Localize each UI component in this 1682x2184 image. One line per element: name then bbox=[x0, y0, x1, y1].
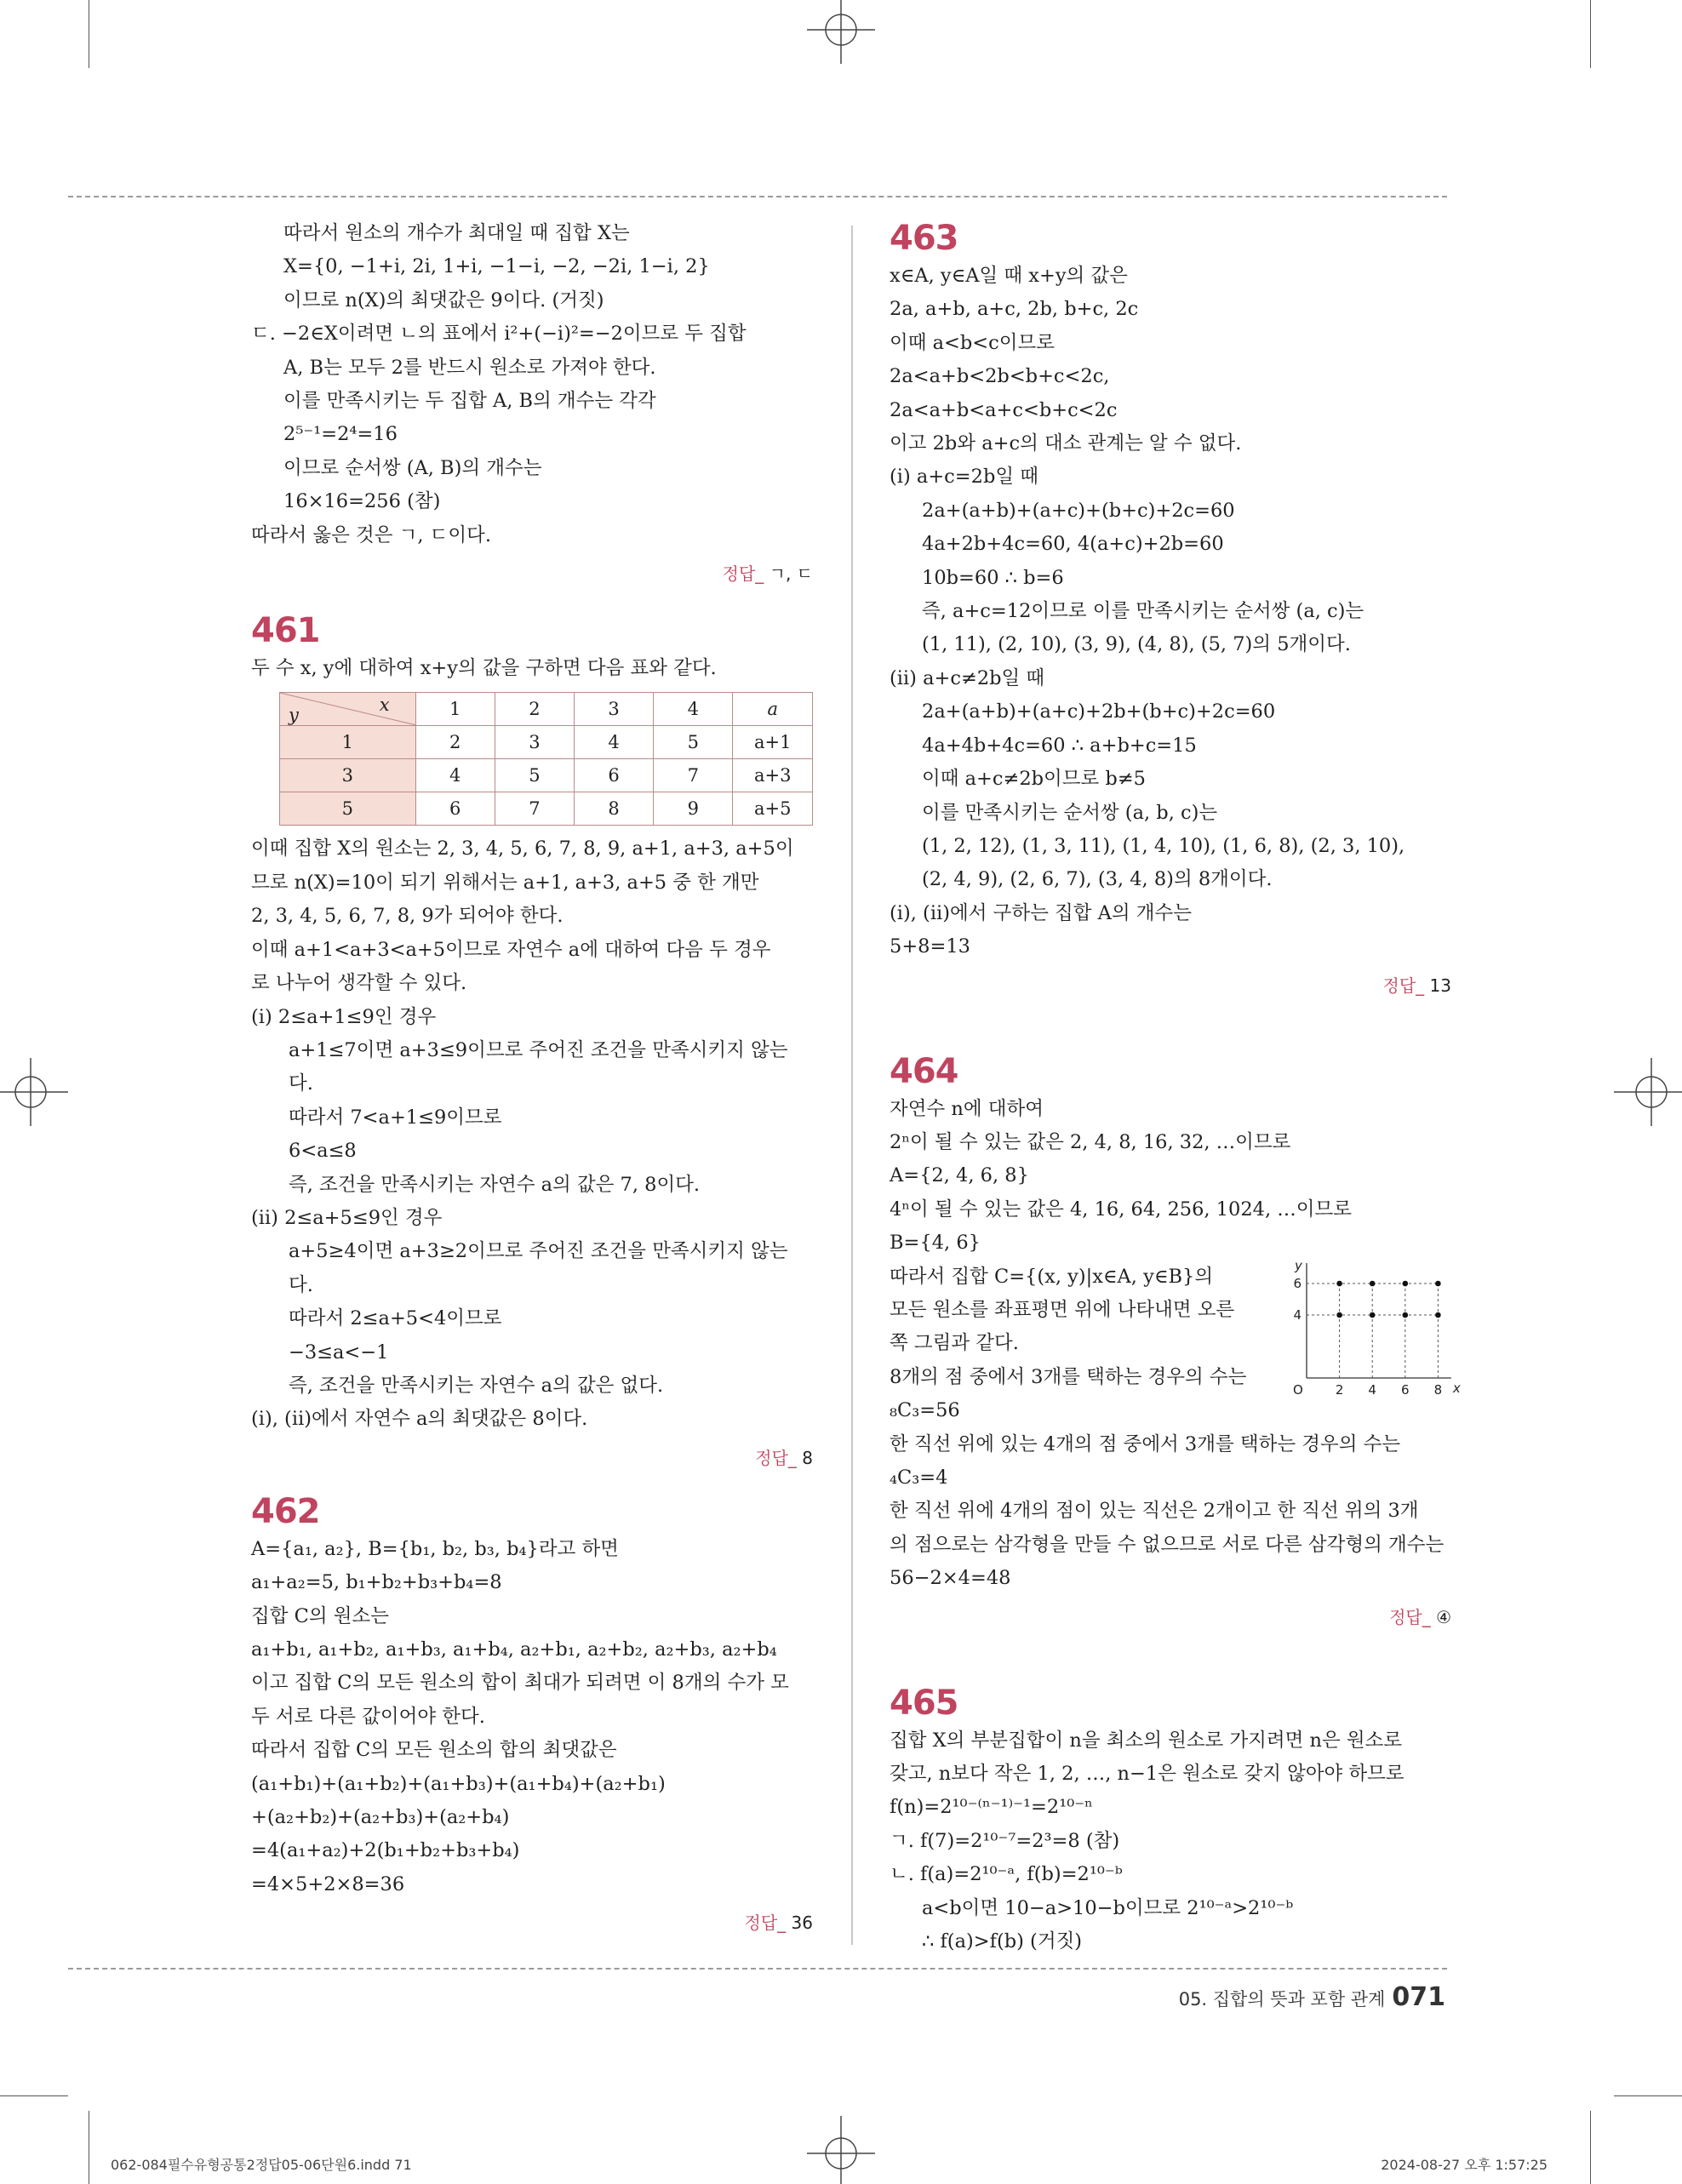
answer-463 bbox=[890, 969, 1451, 1003]
prev-solution-tail bbox=[251, 217, 813, 552]
text-line: 따라서 집합 C의 모든 원소의 합의 최댓값은 bbox=[251, 1739, 617, 1762]
answer-value: 13 bbox=[1429, 975, 1451, 996]
sum-table bbox=[279, 692, 813, 826]
column-divider bbox=[851, 226, 853, 1945]
text-line: a+1≤7이면 a+3≤9이므로 주어진 조건을 만족시키지 않는 bbox=[289, 1038, 788, 1061]
text-line: A={2, 4, 6, 8} bbox=[890, 1164, 1029, 1187]
origin-label: O bbox=[1293, 1381, 1303, 1398]
text-line: ㄷ. −2∈X이려면 ㄴ의 표에서 i²+(−i)²=−2이므로 두 집합 bbox=[251, 323, 747, 346]
col-header: a bbox=[733, 693, 813, 726]
text-line: 2a<a+b<2b<b+c<2c, bbox=[890, 365, 1110, 388]
text-line: f(n)=2¹⁰⁻⁽ⁿ⁻¹⁾⁻¹=2¹⁰⁻ⁿ bbox=[890, 1796, 1093, 1819]
data-point bbox=[1435, 1280, 1441, 1286]
problem-number-462: 462 bbox=[251, 1491, 320, 1531]
answer-label: 정답_ bbox=[744, 1912, 787, 1934]
text-line: 두 서로 다른 값이어야 한다. bbox=[251, 1705, 485, 1728]
table-corner bbox=[280, 693, 416, 726]
text-line: a<b이면 10−a>10−b이므로 2¹⁰⁻ᵃ>2¹⁰⁻ᵇ bbox=[922, 1896, 1294, 1919]
table-cell: 7 bbox=[495, 792, 574, 826]
table-cell: 2 bbox=[415, 726, 495, 759]
row-header: 5 bbox=[280, 792, 416, 826]
text-line: 므로 n(X)=10이 되기 위해서는 a+1, a+3, a+5 중 한 개만 bbox=[251, 871, 759, 894]
table-cell: 7 bbox=[654, 759, 733, 792]
crop-mark bbox=[0, 2095, 68, 2096]
text-line: x∈A, y∈A일 때 x+y의 값은 bbox=[890, 265, 1128, 287]
row-header: 1 bbox=[280, 726, 416, 759]
x-tick-label: 8 bbox=[1433, 1381, 1443, 1398]
text-line: 2a+(a+b)+(a+c)+(b+c)+2c=60 bbox=[922, 499, 1235, 522]
text-line: 이므로 순서쌍 (A, B)의 개수는 bbox=[283, 456, 542, 479]
text-line: 2⁵⁻¹=2⁴=16 bbox=[283, 423, 398, 446]
p461-intro: 두 수 x, y에 대하여 x+y의 값을 구하면 다음 표와 같다. bbox=[251, 657, 717, 680]
text-line: 4a+2b+4c=60, 4(a+c)+2b=60 bbox=[922, 533, 1224, 556]
table-cell: 6 bbox=[575, 759, 654, 792]
data-point bbox=[1336, 1280, 1342, 1286]
answer-label: 정답_ bbox=[755, 1447, 797, 1468]
chapter-title: 05. 집합의 뜻과 포함 관계 bbox=[1178, 1989, 1386, 2010]
text-line: (2, 4, 9), (2, 6, 7), (3, 4, 8)의 8개이다. bbox=[922, 868, 1273, 891]
table-row bbox=[280, 726, 813, 759]
answer-label: 정답_ bbox=[722, 563, 764, 585]
text-line: (ⅰ) a+c=2b일 때 bbox=[890, 466, 1038, 489]
data-point bbox=[1370, 1280, 1376, 1286]
p465-solution bbox=[890, 1724, 1451, 1959]
text-line: 의 점으로는 삼각형을 만들 수 없으므로 서로 다른 삼각형의 개수는 bbox=[890, 1533, 1445, 1556]
text-line: 집합 X의 부분집합이 n을 최소의 원소로 가지려면 n은 원소로 bbox=[890, 1729, 1403, 1752]
p462-solution bbox=[251, 1533, 813, 1901]
answer-value: ④ bbox=[1436, 1606, 1451, 1627]
text-line: a₁+a₂=5, b₁+b₂+b₃+b₄=8 bbox=[251, 1571, 502, 1594]
text-line: 2a, a+b, a+c, 2b, b+c, 2c bbox=[890, 298, 1139, 321]
table-cell: 6 bbox=[415, 792, 495, 826]
text-line: ₄C₃=4 bbox=[890, 1466, 948, 1489]
table-cell: 4 bbox=[415, 759, 495, 792]
table-row bbox=[280, 759, 813, 792]
col-header: 2 bbox=[495, 693, 574, 726]
text-line: 이고 집합 C의 모든 원소의 합이 최대가 되려면 이 8개의 수가 모 bbox=[251, 1672, 789, 1695]
table-cell: 8 bbox=[575, 792, 654, 826]
text-line: 자연수 n에 대하여 bbox=[890, 1097, 1044, 1120]
p463-solution bbox=[890, 260, 1451, 964]
text-line: (ⅰ) 2≤a+1≤9인 경우 bbox=[251, 1005, 437, 1028]
text-line: 쪽 그림과 같다. bbox=[890, 1332, 1019, 1355]
answer-464 bbox=[890, 1601, 1451, 1634]
text-line: 따라서 집합 C={(x, y)|x∈A, y∈B}의 bbox=[890, 1265, 1214, 1288]
answer-462 bbox=[251, 1907, 813, 1940]
x-axis-label: x bbox=[1452, 1380, 1461, 1396]
text-line: (a₁+b₁)+(a₁+b₂)+(a₁+b₃)+(a₁+b₄)+(a₂+b₁) bbox=[251, 1772, 666, 1795]
problem-number-463: 463 bbox=[890, 219, 958, 258]
text-line: A={a₁, a₂}, B={b₁, b₂, b₃, b₄}라고 하면 bbox=[251, 1537, 619, 1560]
text-line: 따라서 원소의 개수가 최대일 때 집합 X는 bbox=[283, 222, 630, 244]
text-line: 4a+4b+4c=60 ∴ a+b+c=15 bbox=[922, 734, 1197, 757]
text-line: +(a₂+b₂)+(a₂+b₃)+(a₂+b₄) bbox=[251, 1806, 510, 1829]
answer-label: 정답_ bbox=[1382, 975, 1425, 996]
text-line: 이를 만족시키는 두 집합 A, B의 개수는 각각 bbox=[283, 390, 656, 413]
text-line: 한 직선 위에 4개의 점이 있는 직선은 2개이고 한 직선 위의 3개 bbox=[890, 1500, 1419, 1523]
text-line: 즉, a+c=12이므로 이를 만족시키는 순서쌍 (a, c)는 bbox=[922, 600, 1364, 623]
text-line: a+5≥4이면 a+3≥2이므로 주어진 조건을 만족시키지 않는 bbox=[289, 1240, 788, 1263]
crop-mark bbox=[1590, 2111, 1591, 2184]
text-line: ₈C₃=56 bbox=[890, 1399, 960, 1422]
registration-mark-top bbox=[773, 0, 909, 64]
text-line: a₁+b₁, a₁+b₂, a₁+b₃, a₁+b₄, a₂+b₁, a₂+b₂, a₂+b₃, a₂+b₄ bbox=[251, 1638, 777, 1661]
table-cell: a+5 bbox=[733, 792, 813, 826]
y-tick-label: 6 bbox=[1293, 1275, 1302, 1291]
text-line: 따라서 옳은 것은 ㄱ, ㄷ이다. bbox=[251, 523, 491, 546]
data-point bbox=[1370, 1312, 1376, 1318]
text-line: ㄴ. f(a)=2¹⁰⁻ᵃ, f(b)=2¹⁰⁻ᵇ bbox=[890, 1863, 1123, 1886]
text-line: 4ⁿ이 될 수 있는 값은 4, 16, 64, 256, 1024, …이므로 bbox=[890, 1198, 1352, 1221]
text-line: (ⅱ) a+c≠2b일 때 bbox=[890, 666, 1045, 689]
lattice-point-graph bbox=[1283, 1257, 1461, 1399]
text-line: 이때 a+1<a+3<a+5이므로 자연수 a에 대하여 다음 두 경우 bbox=[251, 938, 771, 961]
p461-solution bbox=[251, 832, 813, 1436]
table-cell: a+1 bbox=[733, 726, 813, 759]
answer-label: 정답_ bbox=[1389, 1606, 1431, 1627]
text-line: 10b=60 ∴ b=6 bbox=[922, 566, 1064, 589]
text-line: 16×16=256 (참) bbox=[283, 490, 441, 513]
text-line: =4(a₁+a₂)+2(b₁+b₂+b₃+b₄) bbox=[251, 1839, 520, 1862]
text-line: 다. bbox=[289, 1273, 313, 1296]
col-header: 1 bbox=[415, 693, 495, 726]
row-header: 3 bbox=[280, 759, 416, 792]
text-line: 즉, 조건을 만족시키는 자연수 a의 값은 7, 8이다. bbox=[289, 1173, 701, 1196]
text-line: (ⅱ) 2≤a+5≤9인 경우 bbox=[251, 1206, 443, 1229]
col-header: 3 bbox=[575, 693, 654, 726]
answer-value: 8 bbox=[802, 1447, 813, 1468]
time-slug: 2024-08-27 오후 1:57:25 bbox=[1381, 2157, 1548, 2173]
text-line: A, B는 모두 2를 반드시 원소로 가져야 한다. bbox=[283, 356, 656, 379]
table-cell: 5 bbox=[495, 759, 574, 792]
table-cell: 3 bbox=[495, 726, 574, 759]
text-line: 이때 a+c≠2b이므로 b≠5 bbox=[922, 768, 1146, 791]
y-tick-label: 4 bbox=[1293, 1306, 1302, 1323]
text-line: 따라서 7<a+1≤9이므로 bbox=[289, 1106, 502, 1129]
table-cell: 9 bbox=[654, 792, 733, 826]
crop-mark bbox=[1614, 2095, 1682, 2096]
crop-mark bbox=[1590, 0, 1591, 68]
page-number: 071 bbox=[1392, 1982, 1445, 2012]
p464-body bbox=[890, 1093, 1461, 1596]
data-point bbox=[1403, 1280, 1409, 1286]
text-line: (1, 2, 12), (1, 3, 11), (1, 4, 10), (1, 6, 8), (2, 3, 10), bbox=[922, 834, 1405, 857]
col-header: 4 bbox=[654, 693, 733, 726]
registration-mark-left bbox=[0, 1024, 68, 1160]
x-tick-label: 2 bbox=[1335, 1381, 1344, 1398]
text-line: X={0, −1+i, 2i, 1+i, −1−i, −2, −2i, 1−i, 2} bbox=[283, 255, 710, 278]
answer-461 bbox=[251, 1442, 813, 1475]
text-line: 5+8=13 bbox=[890, 935, 970, 958]
answer-value: ㄱ, ㄷ bbox=[769, 563, 813, 585]
text-line: 모든 원소를 좌표평면 위에 나타내면 오른 bbox=[890, 1298, 1235, 1321]
data-point bbox=[1403, 1312, 1409, 1318]
answer-value: 36 bbox=[791, 1912, 813, 1934]
text-line: 2, 3, 4, 5, 6, 7, 8, 9가 되어야 한다. bbox=[251, 905, 564, 928]
text-line: ∴ f(a)>f(b) (거짓) bbox=[922, 1930, 1083, 1953]
y-axis-label: y bbox=[1295, 1257, 1302, 1273]
text-line: 8개의 점 중에서 3개를 택하는 경우의 수는 bbox=[890, 1365, 1247, 1388]
top-dashed-rule bbox=[68, 196, 1447, 197]
text-line: 집합 C의 원소는 bbox=[251, 1604, 389, 1627]
problem-number-464: 464 bbox=[890, 1051, 958, 1091]
text-line: 6<a≤8 bbox=[289, 1140, 357, 1163]
x-tick-label: 4 bbox=[1368, 1381, 1376, 1398]
registration-mark-bottom bbox=[773, 2116, 909, 2184]
registration-mark-right bbox=[1614, 1024, 1682, 1160]
table-cell: 5 bbox=[654, 726, 733, 759]
text-line: 이를 만족시키는 순서쌍 (a, b, c)는 bbox=[922, 801, 1218, 824]
x-tick-label: 6 bbox=[1401, 1381, 1410, 1398]
text-line: 갖고, n보다 작은 1, 2, …, n−1은 원소로 갖지 않아야 하므로 bbox=[890, 1763, 1405, 1786]
table-cell: a+3 bbox=[733, 759, 813, 792]
text-line: 따라서 2≤a+5<4이므로 bbox=[289, 1307, 502, 1330]
text-line: 즉, 조건을 만족시키는 자연수 a의 값은 없다. bbox=[289, 1374, 664, 1397]
table-row bbox=[280, 792, 813, 826]
corner-x-label: x bbox=[379, 695, 390, 716]
answer-prev bbox=[251, 557, 813, 591]
text-line: B={4, 6} bbox=[890, 1232, 981, 1255]
text-line: 로 나누어 생각할 수 있다. bbox=[251, 972, 467, 995]
text-line: 2a<a+b<a+c<b+c<2c bbox=[890, 398, 1118, 421]
bottom-dashed-rule bbox=[68, 1968, 1447, 1970]
right-column bbox=[890, 217, 1461, 1958]
problem-number-461: 461 bbox=[251, 611, 320, 651]
text-line: 한 직선 위에 있는 4개의 점 중에서 3개를 택하는 경우의 수는 bbox=[890, 1432, 1401, 1455]
text-line: 이므로 n(X)의 최댓값은 9이다. (거짓) bbox=[283, 289, 604, 312]
text-line: (ⅰ), (ⅱ)에서 구하는 집합 A의 개수는 bbox=[890, 901, 1192, 924]
text-line: (1, 11), (2, 10), (3, 9), (4, 8), (5, 7)의 5개이다. bbox=[922, 633, 1351, 656]
file-slug: 062-084필수유형공통2정답05-06단원6.indd 71 bbox=[111, 2157, 412, 2173]
corner-y-label: y bbox=[289, 705, 299, 726]
left-column bbox=[251, 217, 813, 1940]
data-point bbox=[1435, 1312, 1441, 1318]
text-line: ㄱ. f(7)=2¹⁰⁻⁷=2³=8 (참) bbox=[890, 1829, 1120, 1852]
text-line: 이고 2b와 a+c의 대소 관계는 알 수 없다. bbox=[890, 432, 1242, 455]
table-cell: 4 bbox=[575, 726, 654, 759]
text-line: 다. bbox=[289, 1072, 313, 1095]
text-line: 2ⁿ이 될 수 있는 값은 2, 4, 8, 16, 32, …이므로 bbox=[890, 1130, 1291, 1153]
text-line: (ⅰ), (ⅱ)에서 자연수 a의 최댓값은 8이다. bbox=[251, 1408, 588, 1431]
text-line: 56−2×4=48 bbox=[890, 1567, 1011, 1590]
text-line: 이때 집합 X의 원소는 2, 3, 4, 5, 6, 7, 8, 9, a+1, a+3, a+5이 bbox=[251, 838, 794, 860]
text-line: 2a+(a+b)+(a+c)+2b+(b+c)+2c=60 bbox=[922, 700, 1276, 723]
text-line: −3≤a<−1 bbox=[289, 1341, 389, 1364]
text-line: =4×5+2×8=36 bbox=[251, 1872, 405, 1895]
page-footer bbox=[1179, 1982, 1445, 2012]
data-point bbox=[1336, 1312, 1342, 1318]
corner-diagonal bbox=[280, 693, 416, 725]
text-line: 이때 a<b<c이므로 bbox=[890, 331, 1055, 354]
problem-number-465: 465 bbox=[890, 1683, 958, 1723]
